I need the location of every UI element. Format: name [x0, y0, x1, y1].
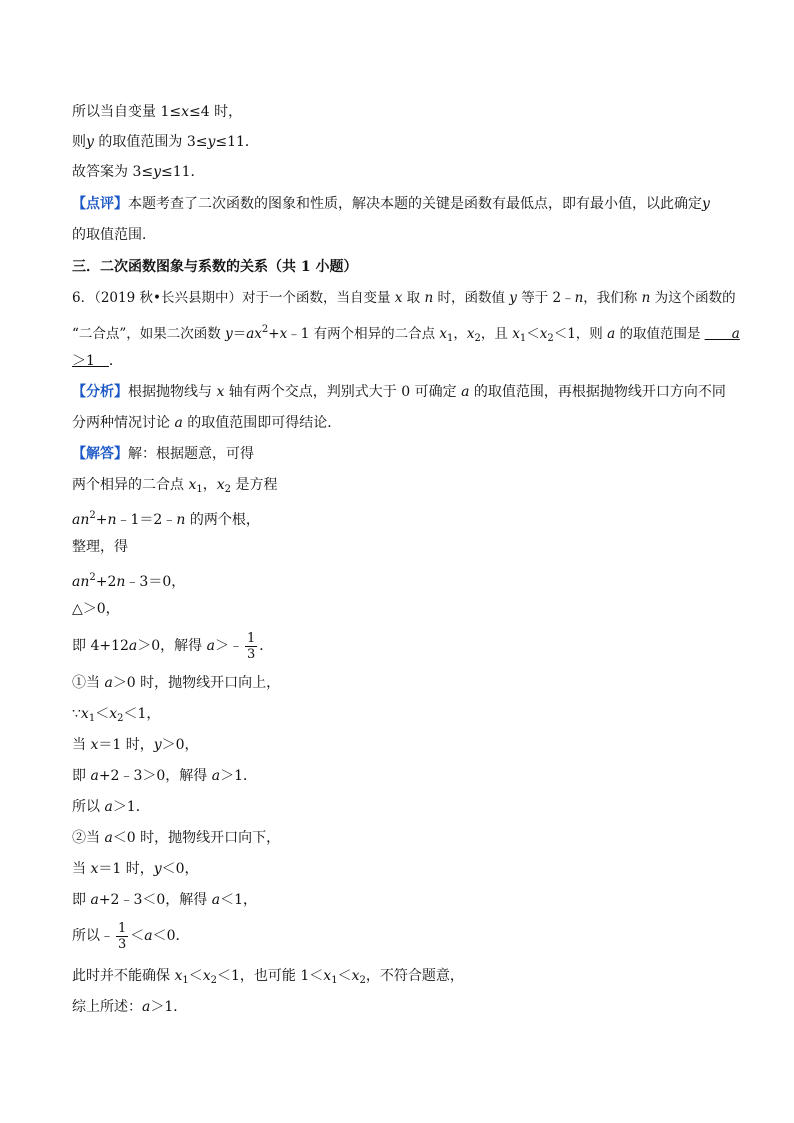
equation-line: 当 x＝1 时，y＜0，	[72, 861, 199, 877]
comment-line: 【点评】本题考查了二次函数的图象和性质，解决本题的关键是函数有最低点，即有最小值，以此确定y	[72, 196, 710, 212]
text-line: 故答案为 3≤y≤11．	[72, 164, 205, 180]
answer-blank: ＿＿a	[704, 326, 740, 342]
answer-blank: ＞1＿	[72, 353, 109, 369]
equation-line: $\because x_1<x_2<1$，	[72, 706, 161, 724]
equation-line: 当 x＝1 时，y＞0，	[72, 737, 199, 753]
text-line: 分两种情况讨论 a 的取值范围即可得结论．	[72, 415, 342, 431]
question-line: 6．（2019 秋•长兴县期中）对于一个函数，当自变量 x 取 n 时，函数值 y 等于 2﹣n，我们称 n 为这个函数的	[72, 290, 736, 306]
comment-tag: 【点评】	[72, 196, 128, 212]
text-line: 所以当自变量 1≤x≤4 时，	[72, 104, 243, 120]
text-line: 则y 的取值范围为 3≤y≤11．	[72, 134, 259, 150]
equation-line: 即 a+2﹣3＜0，解得 a＜1，	[72, 892, 257, 908]
equation-line: 即 a+2﹣3＞0，解得 a＞1．	[72, 768, 257, 784]
fraction: $\frac{1}{3}$	[118, 920, 127, 952]
conclusion-line: 综上所述：a＞1．	[72, 999, 188, 1015]
equation-line: 所以﹣ $\frac{1}{3}$ ＜a＜0．	[72, 920, 190, 952]
equation-line: 即 4+12a＞0，解得 a＞﹣ $\frac{1}{3}$ ．	[72, 630, 274, 662]
equation-line: △＞0，	[72, 601, 120, 617]
analysis-tag: 【分析】	[72, 384, 128, 400]
text-line: 两个相异的二合点 $x_1$，$x_2$ 是方程	[72, 477, 278, 495]
equation-line: $an^2+n﹣1=2﹣n$ 的两个根，	[72, 510, 260, 528]
text-line: 的取值范围．	[72, 227, 156, 243]
text-line: ①当 a＞0 时，抛物线开口向上，	[72, 675, 281, 691]
solution-tag: 【解答】	[72, 446, 128, 462]
question-line: “二合点”，如果二次函数 $y=ax^2+x﹣1$ 有两个相异的二合点 $x_1$，$x_2$，且 $x_1<x_2<1$，则 a 的取值范围是 ＿＿a	[72, 324, 740, 344]
text-line: 此时并不能确保 $x_1<x_2<1$，也可能 $1<x_1<x_2$，不符合题意，	[72, 968, 464, 986]
fraction: $\frac{1}{3}$	[246, 630, 256, 662]
section-title: 三．二次函数图象与系数的关系（共 1 小题）	[72, 259, 358, 275]
text-line: 整理，得	[72, 539, 128, 555]
question-line: ＞1＿．	[72, 353, 123, 369]
analysis-line: 【分析】根据抛物线与 x 轴有两个交点，判别式大于 0 可确定 a 的取值范围，再根据抛物线开口方向不同	[72, 384, 726, 400]
equation-line: $an^2+2n﹣3=0$，	[72, 572, 186, 590]
text-line: ②当 a＜0 时，抛物线开口向下，	[72, 830, 281, 846]
solution-line: 【解答】解：根据题意，可得	[72, 446, 254, 462]
equation-line: 所以 a＞1．	[72, 799, 150, 815]
